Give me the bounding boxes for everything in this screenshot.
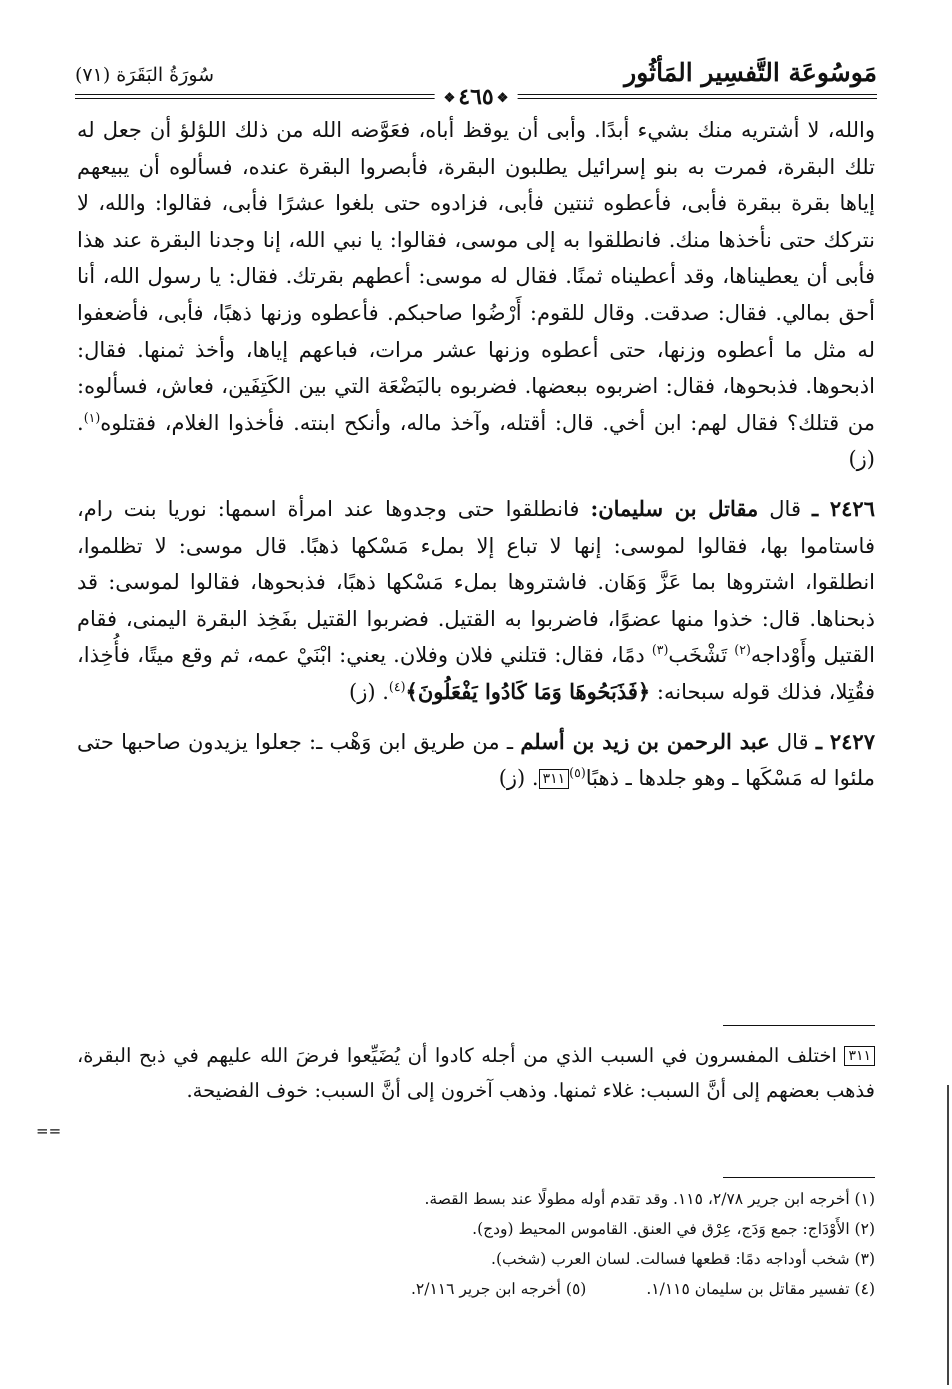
footnote-1: (١) أخرجه ابن جرير ٢/٧٨، ١١٥. وقد تقدم أوله مطولًا عند بسط القصة. <box>424 1190 875 1208</box>
narration-intro: قال <box>769 496 801 521</box>
note-separator <box>723 1025 875 1026</box>
footnote-separator <box>723 1177 875 1178</box>
commentary-text: اختلف المفسرون في السبب الذي من أجله كادوا أن يُضَيِّعوا فرضَ الله عليهم في ذبح البقرة، فذهب بعضهم إلى أنَّ السبب: غلاء ثمنها. وذهب آخرون إلى أنَّ السبب: خوف الفضيحة. <box>77 1044 875 1102</box>
ornament-left-icon: ❖ <box>496 90 509 106</box>
source-code: . (ز) <box>77 410 875 472</box>
footnote-4: (٤) تفسير مقاتل بن سليمان ١/١١٥. <box>646 1280 875 1298</box>
commentary-ref-box[interactable]: ٣١١ <box>539 769 570 789</box>
narration-2426 <box>77 491 875 711</box>
narration-intro: قال <box>776 729 809 754</box>
narration-text: فانطلقوا حتى وجدوها عند امرأة اسمها: نوريا بنت رام، فاستاموا بها، فقالوا لموسى: إنها لا تباع إلا بملء مَسْكها ذهبًا. قال موسى: لا تظلموا، انطلقوا، اشتروها بما عَزَّ وَهَان. فاشتروها بملء مَسْكها ذهبًا، فذبحوها، فقالوا لموسى: قد ذبحناها. قال: خذوا منها عضوًا، فاضربوا به القتيل. فضربوا القتيل بفَخِذ البقرة اليمنى، فقام القتيل وأَوْداجه <box>77 496 875 668</box>
narration-number: ٢٤٢٧ ـ <box>815 728 875 754</box>
narration-text: دمًا، فقال: قتلني فلان وفلان. يعني: ابْنَيْ عمه، ثم وقع ميتًا، فأُخِذا، فقُتِلا، فذلك قوله سبحانه: <box>77 643 875 704</box>
main-text <box>77 112 875 797</box>
narration-number: ٢٤٢٦ ـ <box>812 495 875 521</box>
book-title: مَوسُوعَة التَّفسِير المَأثُور <box>624 58 877 87</box>
footnote-ref[interactable]: (٤) <box>388 678 406 694</box>
ornament-right-icon: ❖ <box>443 90 456 106</box>
continuation-mark: == <box>36 1122 62 1140</box>
footnotes <box>77 1184 875 1304</box>
footnote-ref[interactable]: (١) <box>83 409 101 425</box>
page-header <box>75 52 877 112</box>
page-number-block <box>435 84 518 110</box>
page-number: ٤٦٥ <box>458 84 494 110</box>
narration-text: ـ من طريق ابن وَهْب ـ: جعلوا يزيدون صاحبها حتى ملئوا له مَسْكَها ـ وهو جلدها ـ ذهبًا <box>77 729 875 791</box>
footnote-ref[interactable]: (٣) <box>651 642 669 658</box>
source-code: . (ز) <box>349 679 389 704</box>
scan-edge-line <box>947 1085 949 1385</box>
footnote-ref[interactable]: (٢) <box>734 642 751 658</box>
quran-ayah: ﴿فَذَبَحُوهَا وَمَا كَادُوا يَفْعَلُونَ﴾ <box>405 678 651 704</box>
footnote-ref[interactable]: (٥) <box>569 765 586 781</box>
narrator-name: مقاتل بن سليمان: <box>590 495 759 521</box>
paragraph-text: والله، لا أشتريه منك بشيء أبدًا. وأبى أن يوقظ أباه، فعَوَّضه الله من ذلك اللؤلؤ أن جعل له تلك البقرة، فمرت به بنو إسرائيل يطلبون البقرة، فأبصروا البقرة عنده، فسألوه أن يبيعهم إياها بقرة ببقرة فأبى، فأعطوه ثنتين فأبى، فزادوه حتى بلغوا عشرًا فأبى، فقالوا: والله، لا نتركك حتى نأخذها منك. فانطلقوا به إلى موسى، فقالوا: يا نبي الله، إنا وجدنا البقرة عند هذا فأبى أن يعطيناها، وقد أعطيناه ثمنًا. فقال له موسى: أعطهم بقرتك. فقال: يا رسول الله، أنا أحق بمالي. فقال: صدقت. وقال للقوم: أَرْضُوا صاحبكم. فأعطوه وزنها ذهبًا، فأبى، فأضعفوا له مثل ما أعطوه وزنها، حتى أعطوه وزنها عشر مرات، فباعهم إياها، وأخذ ثمنها. فقال: اذبحوها. فذبحوها، فقال: اضربوه ببعضها. فضربوه بالبَضْعَة التي بين الكَتِفَين، فعاش، فسألوه: من قتلك؟ فقال لهم: ابن أخي. قال: أقتله، وآخذ ماله، وأنكح ابنته. فأخذوا الغلام، فقتلوه <box>77 118 875 435</box>
footnote-5: (٥) أخرجه ابن جرير ٢/١١٦. <box>410 1280 587 1298</box>
source-code: . (ز) <box>498 766 539 791</box>
narration-text: تَشْخَب <box>668 643 728 668</box>
paragraph-continued <box>77 112 875 478</box>
footnote-3: (٣) شخب أوداجه دمًا: قطعها فسالت. لسان العرب (شخب). <box>491 1250 875 1268</box>
surah-label: سُورَةُ البَقَرَة (٧١) <box>75 64 215 86</box>
footnote-2: (٢) الأَوْدَاج: جمع وَدَج، عِرْق في العنق. القاموس المحيط (ودج). <box>472 1220 875 1238</box>
narrator-name: عبد الرحمن بن زيد بن أسلم <box>520 728 770 754</box>
footnote-row <box>77 1274 875 1304</box>
commentary-number-box: ٣١١ <box>844 1046 875 1066</box>
narration-2427 <box>77 724 875 797</box>
commentary-note <box>77 1038 875 1108</box>
